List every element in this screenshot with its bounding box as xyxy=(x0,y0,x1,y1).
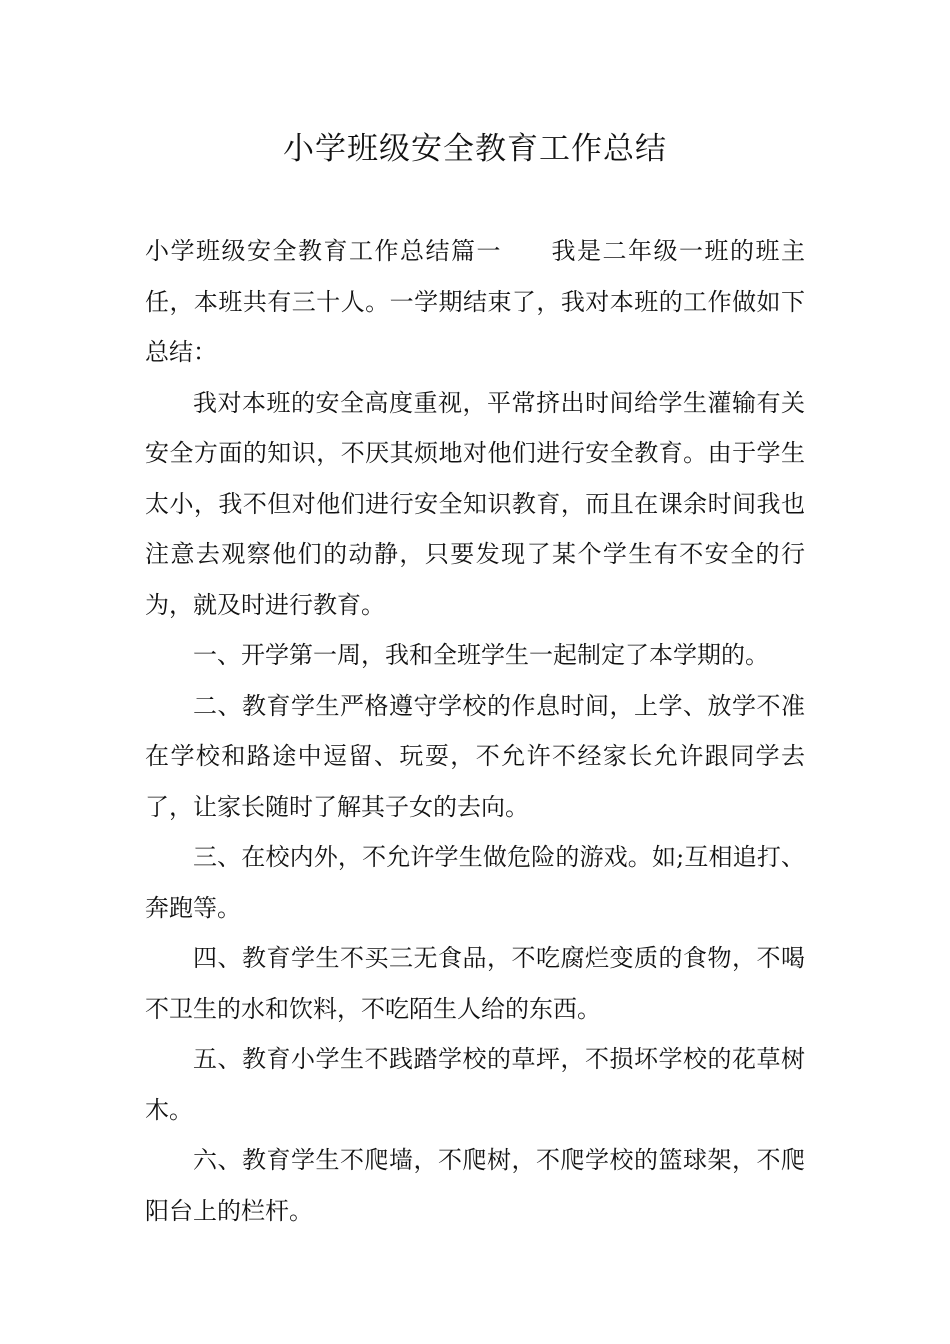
intro-text: 我是二年级一班的班主任，本班共有三十人。一学期结束了，我对本班的工作做如下总结： xyxy=(145,237,805,366)
paragraph-5: 四、教育学生不买三无食品，不吃腐烂变质的食物，不喝不卫生的水和饮料，不吃陌生人给的东西。 xyxy=(145,944,805,1023)
paragraph-6: 五、教育小学生不践踏学校的草坪，不损坏学校的花草树木。 xyxy=(145,1045,805,1124)
paragraph-7: 六、教育学生不爬墙，不爬树，不爬学校的篮球架，不爬阳台上的栏杆。 xyxy=(145,1146,805,1225)
paragraph-1: 我对本班的安全高度重视，平常挤出时间给学生灌输有关安全方面的知识，不厌其烦地对他们进行安全教育。由于学生太小，我不但对他们进行安全知识教育，而且在课余时间我也注意去观察他们的动静，只要发现了某个学生有不安全的行为，就及时进行教育。 xyxy=(145,388,805,619)
document-body xyxy=(145,226,805,1236)
paragraph-3: 二、教育学生严格遵守学校的作息时间，上学、放学不准在学校和路途中逗留、玩耍，不允许不经家长允许跟同学去了，让家长随时了解其子女的去向。 xyxy=(145,691,805,821)
paragraph-4: 三、在校内外，不允许学生做危险的游戏。如;互相追打、奔跑等。 xyxy=(145,843,805,922)
intro-heading: 小学班级安全教育工作总结篇一 xyxy=(145,237,502,265)
intro-paragraph xyxy=(145,226,805,378)
paragraph-2: 一、开学第一周，我和全班学生一起制定了本学期的。 xyxy=(193,641,769,669)
document-title: 小学班级安全教育工作总结 xyxy=(283,131,667,167)
